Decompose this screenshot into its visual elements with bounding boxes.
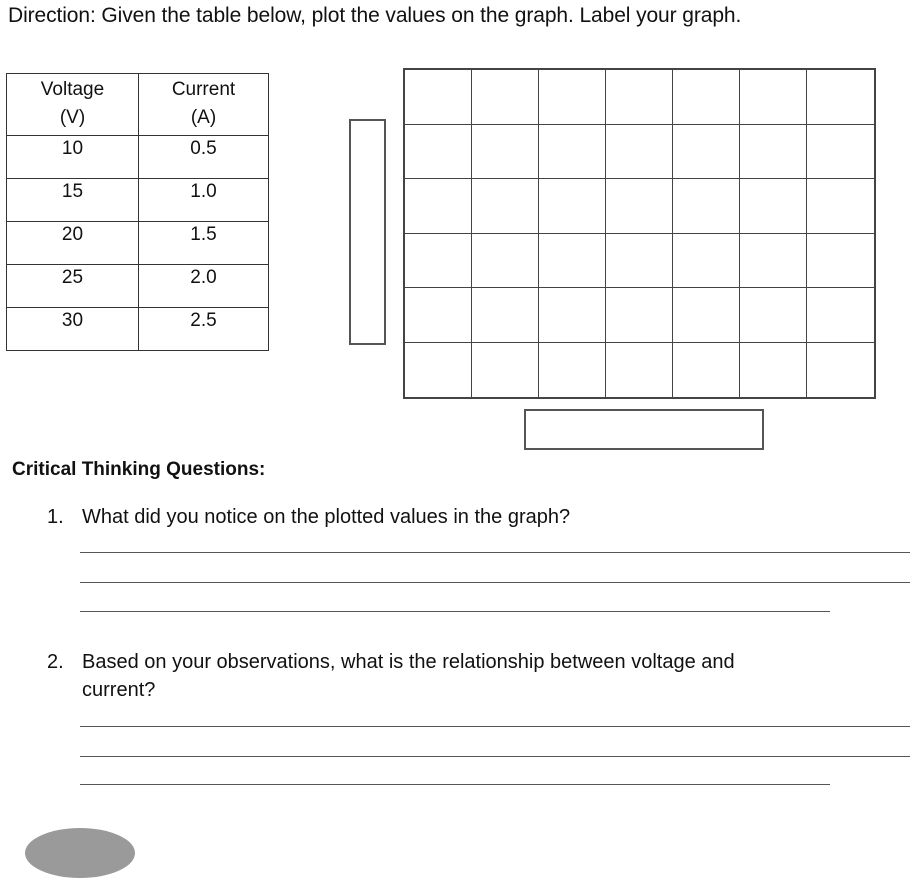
answer-line-1b[interactable] xyxy=(80,582,910,583)
table-row xyxy=(7,136,269,179)
graph-cell[interactable] xyxy=(405,125,472,180)
table-row xyxy=(7,222,269,265)
graph-cell[interactable] xyxy=(673,234,740,289)
header-voltage-name: Voltage xyxy=(40,79,105,100)
graph-cell[interactable] xyxy=(673,288,740,343)
graph-cell[interactable] xyxy=(606,179,673,234)
question-2 xyxy=(47,648,887,708)
graph-cell[interactable] xyxy=(539,288,606,343)
question-2-number: 2. xyxy=(47,651,64,673)
voltage-cell: 25 xyxy=(7,265,139,308)
table-row xyxy=(7,179,269,222)
current-cell: 1.5 xyxy=(139,222,269,265)
graph-cell[interactable] xyxy=(405,179,472,234)
answer-line-2c[interactable] xyxy=(80,784,830,785)
graph-cell[interactable] xyxy=(807,288,874,343)
graph-cell[interactable] xyxy=(740,125,807,180)
header-current xyxy=(139,74,269,136)
voltage-cell: 10 xyxy=(7,136,139,179)
graph-cell[interactable] xyxy=(673,125,740,180)
current-cell: 1.0 xyxy=(139,179,269,222)
voltage-cell: 20 xyxy=(7,222,139,265)
header-current-name: Current xyxy=(171,79,236,100)
graph-cell[interactable] xyxy=(673,179,740,234)
y-axis-label-box[interactable] xyxy=(349,119,386,345)
answer-line-1a[interactable] xyxy=(80,552,910,553)
graph-cell[interactable] xyxy=(740,234,807,289)
graph-cell[interactable] xyxy=(740,343,807,398)
graph-cell[interactable] xyxy=(606,234,673,289)
graph-cell[interactable] xyxy=(807,234,874,289)
graph-cell[interactable] xyxy=(606,343,673,398)
graph-cell[interactable] xyxy=(673,343,740,398)
graph-cell[interactable] xyxy=(405,234,472,289)
answer-line-2a[interactable] xyxy=(80,726,910,727)
graph-cell[interactable] xyxy=(606,70,673,125)
graph-cell[interactable] xyxy=(405,288,472,343)
header-current-unit: (A) xyxy=(190,107,217,128)
question-2-text-line2: current? xyxy=(82,679,156,701)
header-voltage-unit: (V) xyxy=(59,107,86,128)
answer-line-2b[interactable] xyxy=(80,756,910,757)
current-cell: 2.0 xyxy=(139,265,269,308)
graph-cell[interactable] xyxy=(807,343,874,398)
table-header-row xyxy=(7,74,269,136)
question-1 xyxy=(47,503,887,533)
graph-cell[interactable] xyxy=(405,70,472,125)
question-1-text: What did you notice on the plotted values in the graph? xyxy=(82,506,571,528)
graph-cell[interactable] xyxy=(606,125,673,180)
table-row xyxy=(7,265,269,308)
gray-shape xyxy=(25,828,135,878)
graph-cell[interactable] xyxy=(472,288,539,343)
graph-cell[interactable] xyxy=(472,234,539,289)
graph-cell[interactable] xyxy=(405,343,472,398)
graph-cell[interactable] xyxy=(539,179,606,234)
voltage-cell: 30 xyxy=(7,308,139,351)
graph-cell[interactable] xyxy=(606,288,673,343)
question-2-text-line1: Based on your observations, what is the relationship between voltage and xyxy=(82,651,735,673)
graph-cell[interactable] xyxy=(807,70,874,125)
table-row xyxy=(7,308,269,351)
voltage-cell: 15 xyxy=(7,179,139,222)
graph-cell[interactable] xyxy=(740,288,807,343)
graph-cell[interactable] xyxy=(472,179,539,234)
x-axis-label-box[interactable] xyxy=(524,409,764,450)
graph-cell[interactable] xyxy=(472,343,539,398)
graph-cell[interactable] xyxy=(740,179,807,234)
graph-cell[interactable] xyxy=(472,125,539,180)
data-table xyxy=(6,73,269,351)
graph-cell[interactable] xyxy=(539,125,606,180)
current-cell: 0.5 xyxy=(139,136,269,179)
critical-thinking-heading: Critical Thinking Questions: xyxy=(12,459,266,480)
direction-text: Direction: Given the table below, plot the values on the graph. Label your graph. xyxy=(8,4,742,27)
graph-cell[interactable] xyxy=(539,70,606,125)
graph-cell[interactable] xyxy=(539,343,606,398)
answer-line-1c[interactable] xyxy=(80,611,830,612)
header-voltage xyxy=(7,74,139,136)
graph-cell[interactable] xyxy=(539,234,606,289)
graph-cell[interactable] xyxy=(472,70,539,125)
graph-cell[interactable] xyxy=(807,125,874,180)
graph-cell[interactable] xyxy=(740,70,807,125)
question-1-number: 1. xyxy=(47,506,64,528)
graph-grid[interactable] xyxy=(403,68,876,399)
graph-cell[interactable] xyxy=(673,70,740,125)
current-cell: 2.5 xyxy=(139,308,269,351)
graph-cell[interactable] xyxy=(807,179,874,234)
